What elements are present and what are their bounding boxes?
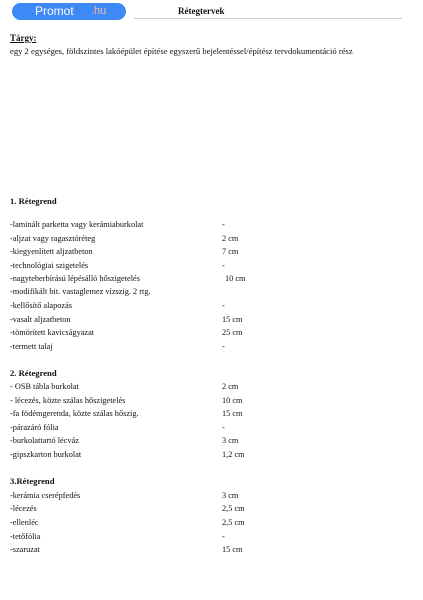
layer-name: -ellenléc <box>10 518 39 527</box>
layer-thickness: 2 cm <box>222 382 239 391</box>
subject-text: egy 2 egységes, földszintes lakóépület építése egyszerű bejelentéssel/építész tervdokumentáció rész <box>10 46 353 56</box>
layer-row <box>10 422 340 434</box>
header-divider <box>134 18 402 19</box>
layer-row <box>10 544 340 556</box>
layer-row <box>10 260 340 272</box>
layer-name: -technológiai szigetelés <box>10 261 89 270</box>
layer-thickness: 15 cm <box>222 409 243 418</box>
layer-name: -termett talaj <box>10 342 53 351</box>
layer-row <box>10 503 340 515</box>
section-title: 1. Rétegrend <box>10 196 57 206</box>
layer-thickness: 1,2 cm <box>222 450 245 459</box>
logo-brand: Promot <box>35 4 74 18</box>
layer-row <box>10 314 340 326</box>
layer-row <box>10 490 340 502</box>
layer-row <box>10 246 340 258</box>
layer-row <box>10 327 340 339</box>
layer-name: -tetőfólia <box>10 532 41 541</box>
logo-tld: .hu <box>91 5 107 17</box>
layer-row <box>10 381 340 393</box>
layer-name: -fa födémgerenda, közte szálas hőszig. <box>10 409 139 418</box>
layer-name: -burkolattartó lécváz <box>10 436 79 445</box>
layer-row <box>10 517 340 529</box>
layer-thickness: 15 cm <box>222 545 243 554</box>
layer-row <box>10 531 340 543</box>
layer-name: -kerámia cserépfedés <box>10 491 81 500</box>
layer-row <box>10 395 340 407</box>
layer-name: -tömörített kavicságyazat <box>10 328 95 337</box>
site-logo[interactable] <box>12 3 126 20</box>
layer-thickness: 3 cm <box>222 436 239 445</box>
layer-row <box>10 273 340 285</box>
layer-thickness: 3 cm <box>222 491 239 500</box>
layer-thickness: - <box>222 532 225 541</box>
layer-thickness: - <box>222 301 225 310</box>
layer-thickness: - <box>222 220 225 229</box>
layer-name: -laminált parketta vagy kerámiaburkolat <box>10 220 144 229</box>
layer-thickness: - <box>222 342 225 351</box>
layer-row <box>10 286 340 298</box>
subject-label: Tárgy: <box>10 33 37 43</box>
layer-thickness: 10 cm <box>225 274 246 283</box>
layer-row <box>10 300 340 312</box>
layer-row <box>10 219 340 231</box>
layer-name: -kellősítő alapozás <box>10 301 72 310</box>
layer-name: -nagyteherbírású lépésálló hőszigetelés <box>10 274 140 283</box>
layer-thickness: 2 cm <box>222 234 239 243</box>
layer-name: - OSB tábla burkolat <box>10 382 79 391</box>
layer-name: -modifikált bit. vastaglemez vízszig. 2 rtg. <box>10 287 151 296</box>
layer-thickness: 15 cm <box>222 315 243 324</box>
layer-thickness: 7 cm <box>222 247 239 256</box>
layer-row <box>10 341 340 353</box>
layer-name: -párazáró fólia <box>10 423 59 432</box>
layer-row <box>10 233 340 245</box>
layer-name: -kiegyenlített aljzatbeton <box>10 247 93 256</box>
layer-row <box>10 408 340 420</box>
layer-name: -szaruzat <box>10 545 40 554</box>
layer-name: - lécezés, közte szálas hőszigetelés <box>10 396 126 405</box>
section-title: 3.Rétegrend <box>10 476 55 486</box>
layer-thickness: 2,5 cm <box>222 504 245 513</box>
layer-thickness: - <box>222 261 225 270</box>
layer-name: -vasalt aljzatbeton <box>10 315 71 324</box>
layer-name: -gipszkarton burkolat <box>10 450 82 459</box>
layer-row <box>10 449 340 461</box>
document-title: Rétegtervek <box>178 6 225 16</box>
layer-name: -lécezés <box>10 504 37 513</box>
layer-thickness: 25 cm <box>222 328 243 337</box>
layer-row <box>10 435 340 447</box>
page-header <box>0 0 423 22</box>
layer-thickness: 2,5 cm <box>222 518 245 527</box>
layer-thickness: - <box>222 423 225 432</box>
layer-name: -aljzat vagy ragasztóréteg <box>10 234 96 243</box>
section-title: 2. Rétegrend <box>10 368 57 378</box>
layer-thickness: 10 cm <box>222 396 243 405</box>
